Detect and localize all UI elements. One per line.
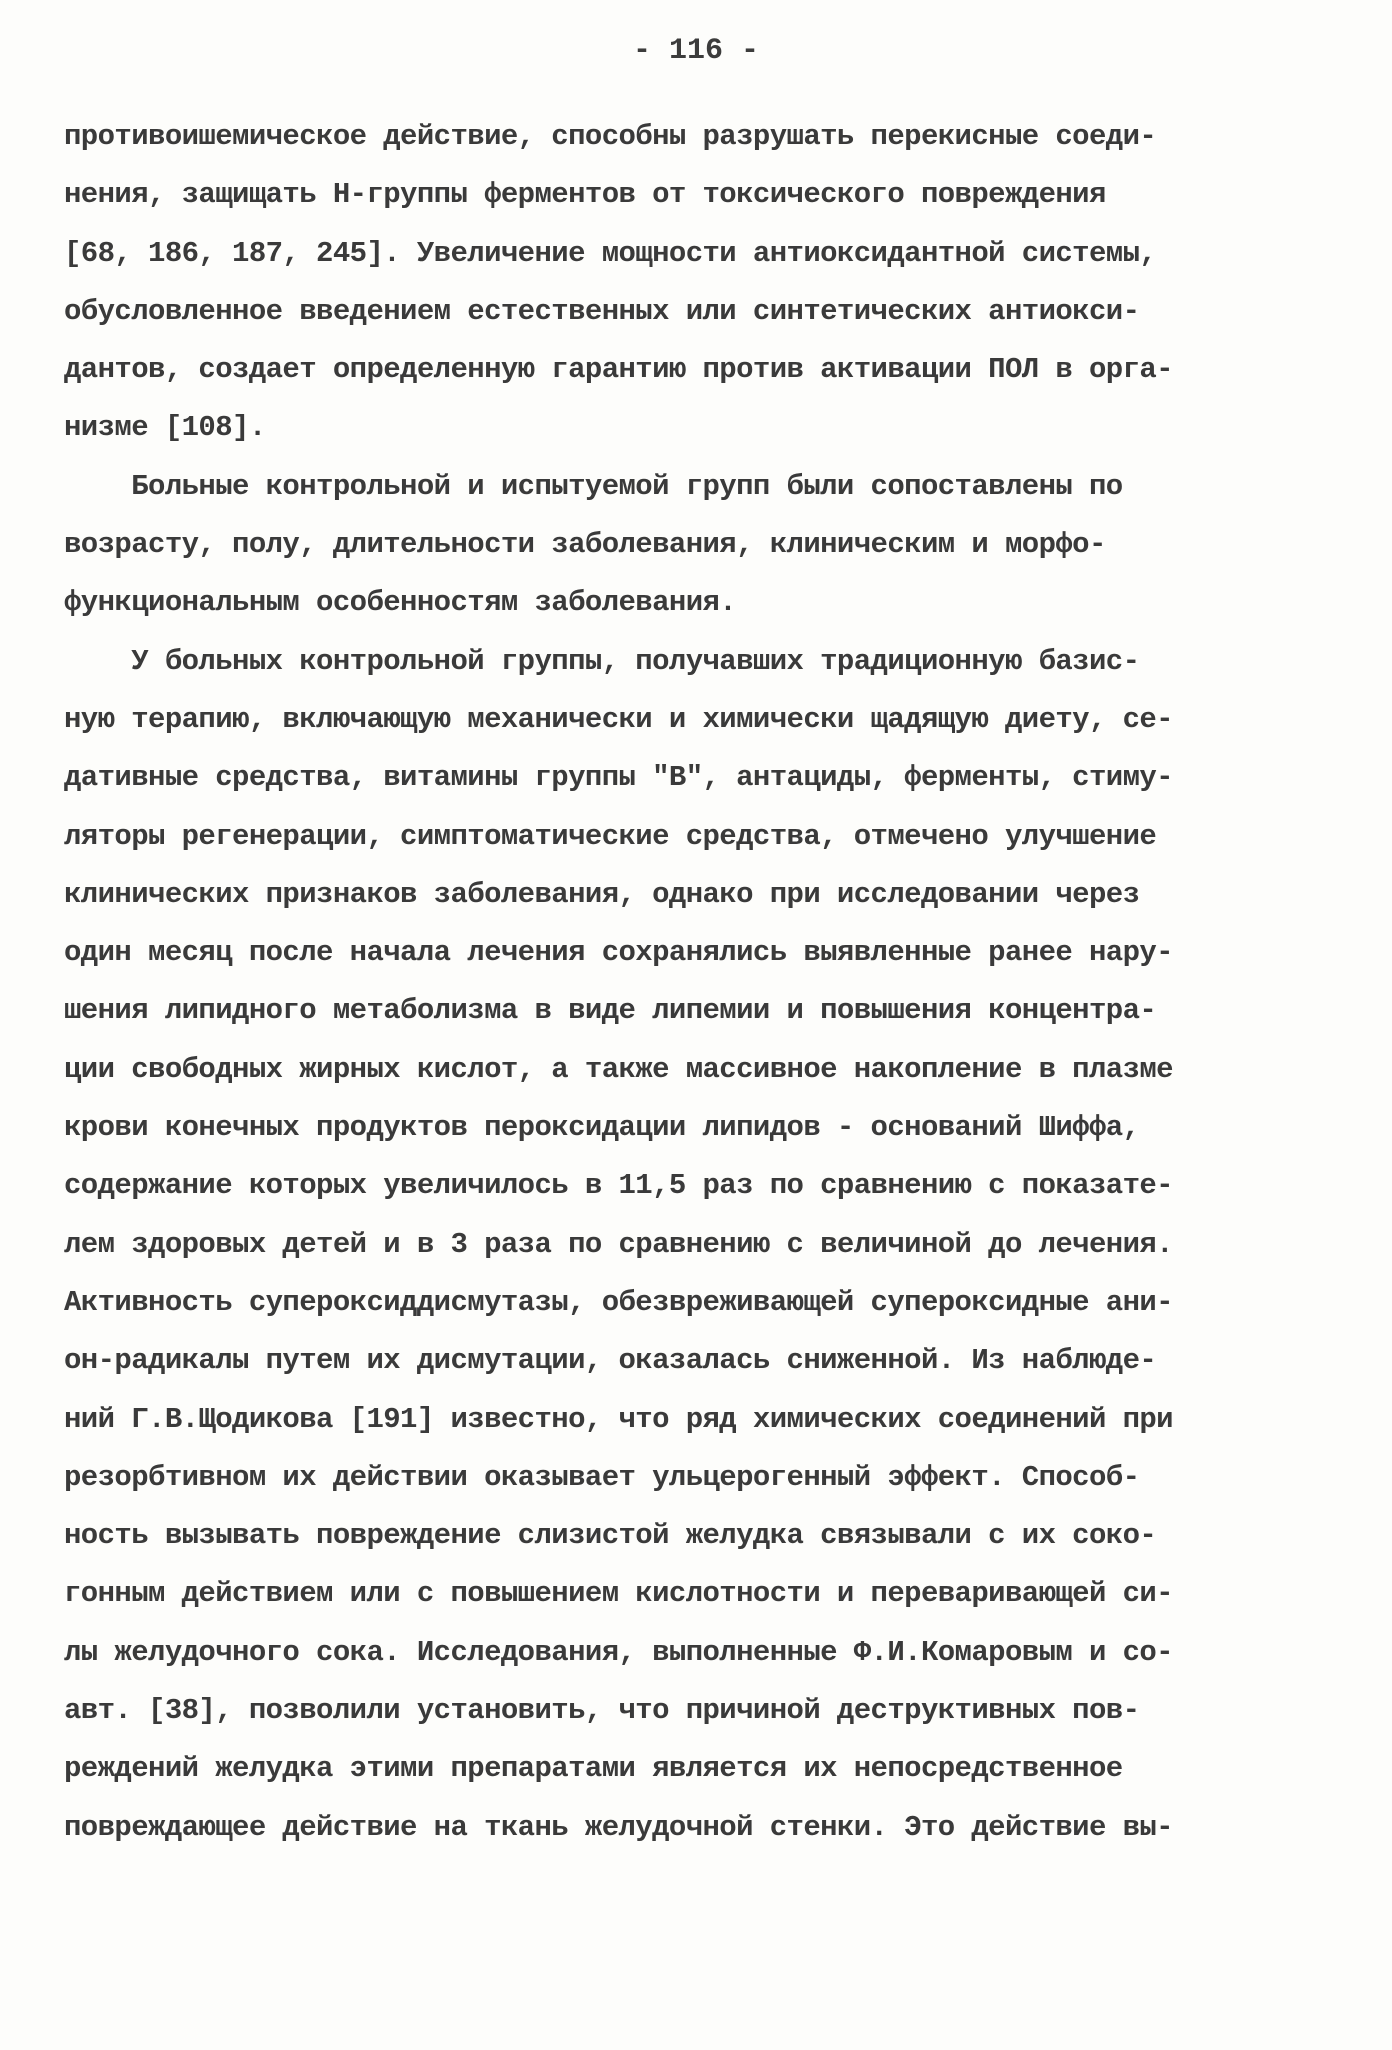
text-line: возрасту, полу, длительности заболевания, клиническим и морфо- (64, 528, 1106, 562)
text-line: дативные средства, витамины группы "В", антациды, ферменты, стиму- (64, 761, 1173, 795)
text-line: повреждающее действие на ткань желудочной стенки. Это действие вы- (64, 1810, 1173, 1844)
text-line: нения, защищать Н-группы ферментов от токсического повреждения (64, 178, 1106, 212)
text-line: противоишемическое действие, способны разрушать перекисные соеди- (64, 120, 1157, 153)
text-line: реждений желудка этими препаратами является их непосредственное (64, 1752, 1123, 1786)
text-line: функциональным особенностям заболевания. (64, 586, 737, 620)
text-line: низме [108]. (64, 411, 266, 445)
text-line: Активность супероксиддисмутазы, обезвреживающей супероксидные ани- (64, 1285, 1173, 1319)
text-line: ляторы регенерации, симптоматические средства, отмечено улучшение (64, 819, 1157, 853)
text-line: шения липидного метаболизма в виде липемии и повышения концентра- (64, 994, 1157, 1028)
text-line: лы желудочного сока. Исследования, выполненные Ф.И.Комаровым и со- (64, 1635, 1173, 1669)
text-line: резорбтивном их действии оказывает ульцерогенный эффект. Способ- (64, 1460, 1140, 1494)
text-line: содержание которых увеличилось в 11,5 раз по сравнению с показате- (64, 1169, 1173, 1203)
text-line: дантов, создает определенную гарантию против активации ПОЛ в орга- (64, 353, 1173, 387)
text-line: ность вызывать повреждение слизистой желудка связывали с их соко- (64, 1519, 1157, 1553)
text-line: крови конечных продуктов пероксидации липидов - оснований Шиффа, (64, 1111, 1140, 1145)
text-line: [68, 186, 187, 245]. Увеличение мощности антиоксидантной системы, (64, 236, 1157, 270)
page-number: - 116 - (632, 34, 760, 68)
body-text (64, 108, 1334, 1857)
text-line: лем здоровых детей и в 3 раза по сравнению с величиной до лечения. (64, 1227, 1173, 1261)
text-line: клинических признаков заболевания, однако при исследовании через (64, 877, 1140, 911)
text-line: авт. [38], позволили установить, что причиной деструктивных пов- (64, 1694, 1140, 1728)
text-line: Больные контрольной и испытуемой групп были сопоставлены по (64, 469, 1123, 503)
text-line: гонным действием или с повышением кислотности и переваривающей си- (64, 1577, 1173, 1611)
text-line: У больных контрольной группы, получавших традиционную базис- (64, 644, 1140, 678)
text-line: один месяц после начала лечения сохранялись выявленные ранее нару- (64, 936, 1173, 970)
text-line: он-радикалы путем их дисмутации, оказалась сниженной. Из наблюде- (64, 1344, 1157, 1378)
text-line: обусловленное введением естественных или синтетических антиокси- (64, 294, 1140, 328)
text-line: ции свободных жирных кислот, а также массивное накопление в плазме (64, 1052, 1173, 1086)
text-line: ний Г.В.Щодикова [191] известно, что ряд химических соединений при (64, 1402, 1173, 1436)
text-line: ную терапию, включающую механически и химически щадящую диету, се- (64, 702, 1173, 736)
